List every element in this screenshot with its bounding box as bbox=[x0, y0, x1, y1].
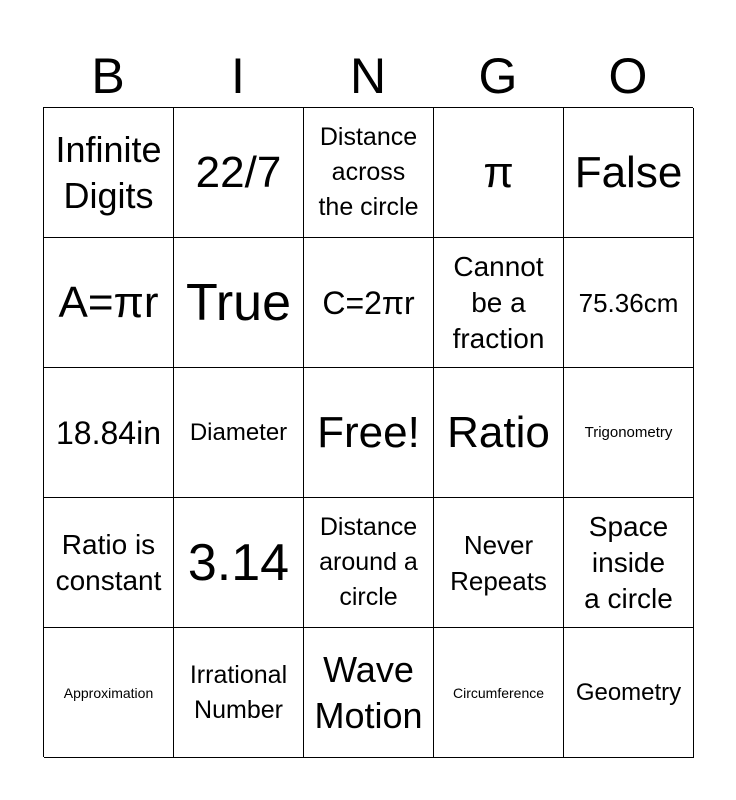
bingo-cell[interactable] bbox=[44, 238, 174, 368]
cell-label: Ratio is constant bbox=[55, 528, 162, 596]
cell-label: Ratio bbox=[447, 407, 550, 457]
header-letter-i: I bbox=[231, 48, 245, 104]
bingo-cell[interactable] bbox=[564, 498, 694, 628]
bingo-cell[interactable] bbox=[174, 498, 304, 628]
bingo-board bbox=[43, 107, 693, 757]
header-letter-o: O bbox=[608, 48, 648, 104]
header-letter-b: B bbox=[91, 48, 125, 104]
cell-label: Trigonometry bbox=[584, 423, 673, 441]
bingo-cell[interactable] bbox=[434, 108, 564, 238]
bingo-cell[interactable] bbox=[434, 238, 564, 368]
cell-label: Distance across the circle bbox=[318, 123, 419, 221]
bingo-cell[interactable] bbox=[304, 628, 434, 758]
cell-label: Cannot be a fraction bbox=[452, 250, 545, 354]
bingo-cell[interactable] bbox=[434, 498, 564, 628]
cell-label: Distance around a circle bbox=[319, 513, 418, 611]
cell-label: 75.36cm bbox=[578, 287, 679, 318]
bingo-cell[interactable] bbox=[304, 108, 434, 238]
bingo-cell[interactable] bbox=[434, 368, 564, 498]
cell-label: Geometry bbox=[575, 679, 682, 706]
bingo-cell[interactable] bbox=[174, 368, 304, 498]
cell-label: 18.84in bbox=[56, 414, 161, 451]
bingo-cell[interactable] bbox=[304, 498, 434, 628]
cell-label: 22/7 bbox=[195, 147, 282, 197]
cell-label: Diameter bbox=[189, 419, 288, 446]
cell-label: Never Repeats bbox=[450, 529, 547, 596]
cell-label: False bbox=[574, 147, 683, 197]
bingo-cell free-space[interactable] bbox=[304, 368, 434, 498]
cell-label: Space inside a circle bbox=[584, 510, 673, 614]
bingo-cell[interactable] bbox=[564, 108, 694, 238]
bingo-cell[interactable] bbox=[174, 238, 304, 368]
cell-label: True bbox=[186, 273, 291, 332]
cell-label: 3.14 bbox=[187, 533, 290, 592]
bingo-header bbox=[43, 46, 693, 106]
header-letter-g: G bbox=[478, 48, 518, 104]
cell-label: C=2πr bbox=[322, 284, 415, 321]
cell-label: Circumference bbox=[452, 684, 545, 701]
bingo-cell[interactable] bbox=[44, 368, 174, 498]
bingo-cell[interactable] bbox=[174, 628, 304, 758]
bingo-cell[interactable] bbox=[564, 238, 694, 368]
bingo-cell[interactable] bbox=[434, 628, 564, 758]
cell-label: π bbox=[483, 147, 514, 197]
bingo-cell[interactable] bbox=[44, 108, 174, 238]
bingo-cell[interactable] bbox=[44, 628, 174, 758]
cell-label: Free! bbox=[317, 407, 420, 457]
cell-label: Infinite Digits bbox=[55, 128, 162, 216]
header-letter-n: N bbox=[349, 48, 387, 104]
bingo-cell[interactable] bbox=[44, 498, 174, 628]
cell-label: Irrational Number bbox=[189, 660, 288, 724]
cell-label: Approximation bbox=[63, 684, 154, 701]
bingo-cell[interactable] bbox=[564, 368, 694, 498]
bingo-cell[interactable] bbox=[564, 628, 694, 758]
bingo-cell[interactable] bbox=[304, 238, 434, 368]
cell-label: Wave Motion bbox=[314, 648, 423, 736]
cell-label: A=πr bbox=[58, 277, 159, 327]
bingo-cell[interactable] bbox=[174, 108, 304, 238]
